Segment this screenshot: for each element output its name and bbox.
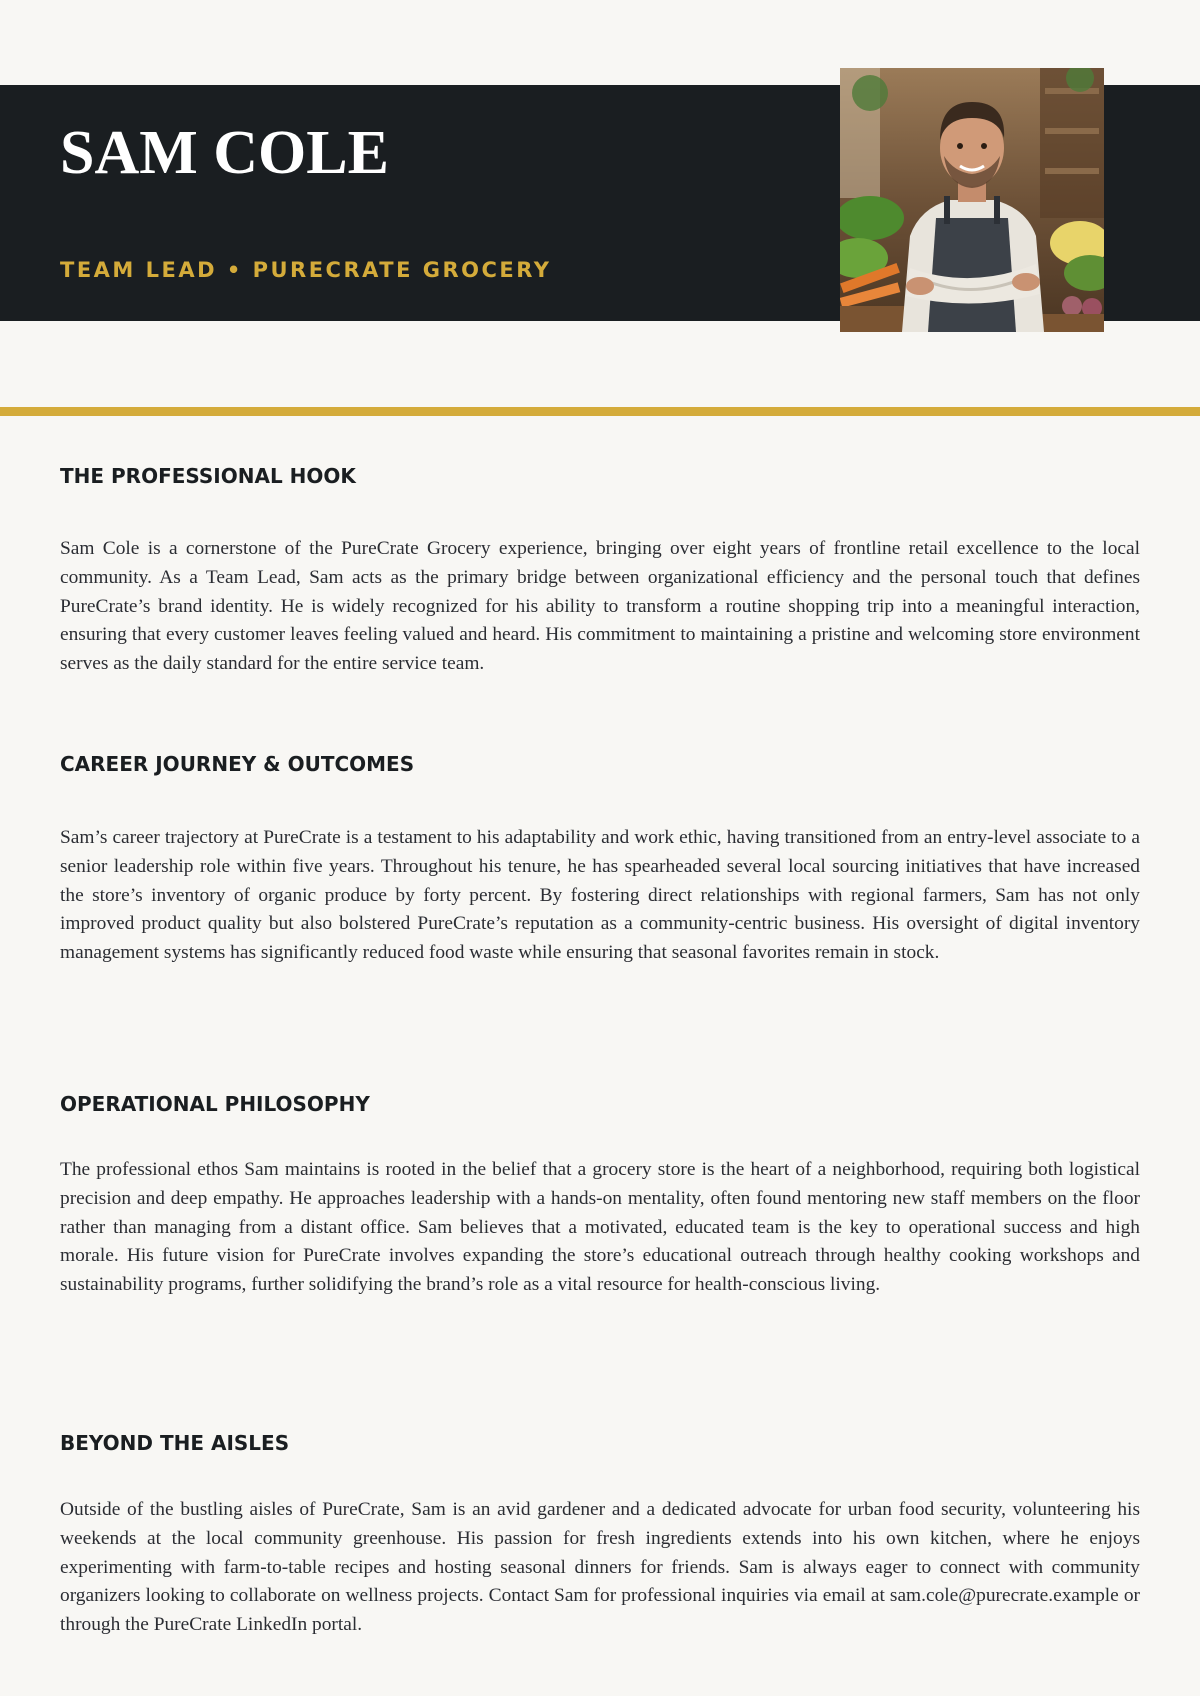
section-heading-beyond-the-aisles: BEYOND THE AISLES xyxy=(60,1431,290,1455)
accent-divider xyxy=(0,407,1200,416)
section-heading-professional-hook: THE PROFESSIONAL HOOK xyxy=(60,464,356,488)
section-body-career-journey: Sam’s career trajectory at PureCrate is a testament to his adaptability and work ethic, having transitioned from an entry-level associate to a senior leadership role within five years. Throughout his tenure, he has spearheaded several local sourcing initiatives that have increased the store’s inventory of organic produce by forty percent. By fostering direct relationships with regional farmers, Sam has not only improved product quality but also bolstered PureCrate’s reputation as a community-centric business. His oversight of digital inventory management systems has significantly reduced food waste while ensuring that seasonal favorites remain in stock. xyxy=(60,827,1140,964)
profile-name: SAM COLE xyxy=(60,119,389,187)
section-body-beyond-the-aisles: Outside of the bustling aisles of PureCrate, Sam is an avid gardener and a dedicated advocate for urban food security, volunteering his weekends at the local community greenhouse. His passion for fresh ingredients extends into his own kitchen, where he enjoys experimenting with farm-to-table recipes and hosting seasonal dinners for friends. Sam is always eager to connect with community organizers looking to collaborate on wellness projects. Contact Sam for professional inquiries via email at sam.cole@purecrate.example or through the PureCrate LinkedIn portal. xyxy=(60,1499,1140,1636)
section-heading-career-journey: CAREER JOURNEY & OUTCOMES xyxy=(60,752,415,776)
portrait-photo-icon xyxy=(840,68,1104,332)
section-body-operational-philosophy: The professional ethos Sam maintains is rooted in the belief that a grocery store is the heart of a neighborhood, requiring both logistical precision and deep empathy. He approaches leadership with a hands-on mentality, often found mentoring new staff members on the floor rather than managing from a distant office. Sam believes that a motivated, educated team is the key to operational success and high morale. His future vision for PureCrate involves expanding the store’s educational outreach through healthy cooking workshops and sustainability programs, further solidifying the brand’s role as a vital resource for health-conscious living. xyxy=(60,1159,1140,1296)
section-heading-operational-philosophy: OPERATIONAL PHILOSOPHY xyxy=(60,1092,370,1116)
profile-role: TEAM LEAD • PURECRATE GROCERY xyxy=(60,258,552,282)
section-body-professional-hook: Sam Cole is a cornerstone of the PureCrate Grocery experience, bringing over eight years of frontline retail excellence to the local community. As a Team Lead, Sam acts as the primary bridge between organizational efficiency and the personal touch that defines PureCrate’s brand identity. He is widely recognized for his ability to transform a routine shopping trip into a meaningful interaction, ensuring that every customer leaves feeling valued and heard. His commitment to maintaining a pristine and welcoming store environment serves as the daily standard for the entire service team. xyxy=(60,538,1140,675)
